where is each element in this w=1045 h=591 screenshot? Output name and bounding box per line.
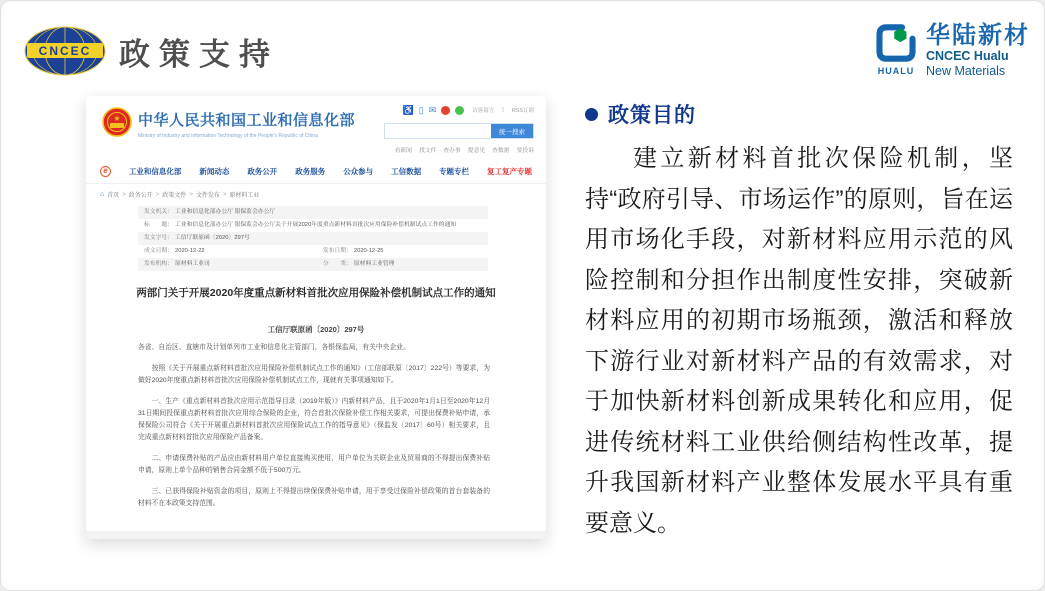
meta-label: 成文日期： (144, 248, 173, 254)
breadcrumb-gov-open[interactable]: 政务公开 (128, 193, 153, 199)
meta-value: 工业和信息化部办公厅 银保监会办公厅关于开展2020年度重点新材料首批次应用保险补偿机制试点工作的通知 (175, 222, 457, 228)
quick-link-services[interactable]: 查办事 (443, 148, 461, 154)
rss-link[interactable]: RSS订阅 (511, 108, 534, 114)
cncec-logo-icon (23, 25, 107, 77)
nav-item-topics[interactable]: 专题专栏 (439, 167, 470, 176)
table-row (138, 245, 488, 258)
meta-value: 工业和信息化部办公厅 银保监会办公厅 (175, 209, 276, 215)
hualu-mark-icon (873, 23, 919, 76)
hualu-name-cn: 华陆新材 (926, 22, 1030, 49)
meta-label: 标 题： (144, 222, 173, 228)
breadcrumb-policy-files[interactable]: 政策文件 (162, 193, 187, 199)
table-row (138, 219, 488, 232)
table-row (138, 232, 488, 245)
page-title: 政策支持 (119, 37, 279, 73)
meta-label: 发布日期： (322, 248, 352, 254)
meta-value: 2020-12-25 (353, 248, 384, 254)
meta-value: 工信厅联原函〔2020〕297号 (175, 235, 250, 241)
ministry-title-en: Ministry of Industry and Information Technology of the People's Republic of China (138, 133, 318, 139)
meta-label: 发布机构： (144, 261, 173, 267)
home-icon[interactable]: ⌂ (100, 191, 105, 198)
topbar-separator: | (502, 107, 504, 113)
bullet-icon (585, 108, 598, 121)
national-emblem-icon (102, 107, 132, 137)
weibo-icon[interactable] (441, 106, 450, 115)
ministry-title: 中华人民共和国工业和信息化部 (138, 112, 356, 129)
quick-link-data[interactable]: 查数据 (492, 148, 510, 154)
breadcrumb-separator: > (122, 191, 126, 198)
meta-value: 2020-12-22 (175, 248, 205, 254)
policy-purpose-heading: 政策目的 (608, 104, 696, 127)
breadcrumb-separator: > (189, 191, 193, 198)
site-nav (86, 160, 546, 184)
hualu-name-en1: CNCEC Hualu (926, 49, 1009, 63)
miit-website-screenshot (86, 96, 546, 539)
breadcrumb-home[interactable]: 首页 (107, 193, 120, 199)
quick-link-suggest[interactable]: 提意见 (467, 148, 486, 154)
nav-item-gov-service[interactable]: 政务服务 (295, 167, 326, 176)
meta-value: 原材料工业司 (175, 261, 210, 267)
nav-item-miit[interactable]: 工业和信息化部 (128, 167, 182, 176)
nav-item-gov-open[interactable]: 政务公开 (247, 167, 278, 176)
doc-paragraph: 三、已获得保险补贴资金的项目，原则上不得提出续保保费补贴申请，用于享受过保险补偿政策的首台套装备的材料不在本政策支持范围。 (138, 488, 490, 507)
doc-paragraph: 按照《关于开展重点新材料首批次应用保险补偿机制试点工作的通知》（工信部联原〔2017〕222号）等要求，为做好2020年度重点新材料首批次应用保险补偿机制试点工作，现就有关事项通知如下。 (138, 365, 490, 384)
search-bar (384, 123, 534, 139)
document-number: 工信厅联原函〔2020〕297号 (267, 325, 365, 334)
quick-link-files[interactable]: 找文件 (418, 148, 437, 154)
miit-logo-icon: e (100, 166, 111, 177)
table-row (138, 206, 488, 219)
wechat-icon[interactable] (455, 106, 464, 115)
mobile-icon[interactable]: ▯ (418, 105, 424, 115)
doc-paragraph: 一、生产《重点新材料首批次应用示范指导目录（2019年版）》内新材料产品，且于2020年1月1日至2020年12月31日期间投保重点新材料首批次应用综合保险的企业，符合首批次保险补偿工作相关要求，可提出保费补贴申请，承保保险公司符合《关于开展重点新材料首批次应用保险试点工作的指导意见》（保监发〔2017〕60号）相关要求，且完成重点新材料首批次应用保险产品备案。 (138, 398, 490, 441)
nav-item-news[interactable]: 新闻动态 (199, 167, 230, 176)
quick-link-news[interactable]: 看新闻 (394, 148, 412, 154)
mail-icon[interactable]: ✉ (428, 105, 437, 115)
breadcrumb-file-release[interactable]: 文件发布 (195, 193, 220, 199)
site-footer-strip (86, 531, 546, 539)
policy-purpose-text: 建立新材料首批次保险机制，坚持“政府引导、市场运作”的原则，旨在运用市场化手段，对新材料应用示范的风险控制和分担作出制度性安排，突破新材料应用的初期市场瓶颈，激活和释放下游行业对新材料产品的有效需求，对于加快新材料创新成果转化和应用，促进传统材料工业供给侧结构性改革，提升我国新材料产业整体发展水平具有重要意义。 (585, 145, 1013, 537)
document-body (138, 342, 490, 519)
doc-paragraph: 二、申请保费补贴的产品应由新材料用户单位直接购买使用，用户单位为关联企业及贸易商的不得提出保费补贴申请，原则上单个品种的销售合同金额不低于500万元。 (138, 455, 490, 474)
svg-text:CNCEC: CNCEC (38, 44, 92, 58)
breadcrumb-separator: > (155, 191, 160, 198)
table-row (138, 258, 488, 271)
svg-text:★: ★ (113, 114, 121, 123)
nav-item-participation[interactable]: 公众参与 (343, 167, 374, 176)
quick-link-complaint[interactable]: 要投诉 (516, 148, 534, 154)
search-input[interactable] (385, 124, 491, 138)
doc-paragraph: 各省、自治区、直辖市及计划单列市工业和信息化主管部门，各银保监局，有关中央企业。 (138, 344, 410, 351)
breadcrumb (100, 190, 259, 199)
meta-label: 分 类： (322, 261, 352, 267)
nav-item-resume-work[interactable]: 复工复产专题 (487, 167, 532, 176)
meta-value: 原材料工业管理 (353, 261, 395, 267)
hualu-logo (873, 23, 1030, 78)
meta-label: 发文机关： (144, 209, 173, 215)
breadcrumb-raw-materials[interactable]: 原材料工业 (229, 193, 260, 199)
visitor-message-link[interactable]: 访客留言 (472, 108, 495, 114)
accessibility-icon[interactable]: ♿ (402, 105, 414, 115)
hualu-mark-label: HUALU (877, 66, 915, 76)
nav-item-data[interactable]: 工信数据 (391, 167, 422, 176)
search-button[interactable]: 统一搜索 (491, 124, 533, 138)
document-meta-table (138, 206, 488, 271)
hualu-name-en2: New Materials (926, 64, 1006, 78)
breadcrumb-separator: > (222, 191, 227, 198)
document-title: 两部门关于开展2020年度重点新材料首批次应用保险补偿机制试点工作的通知 (136, 287, 496, 299)
meta-label: 发文字号： (144, 235, 173, 241)
